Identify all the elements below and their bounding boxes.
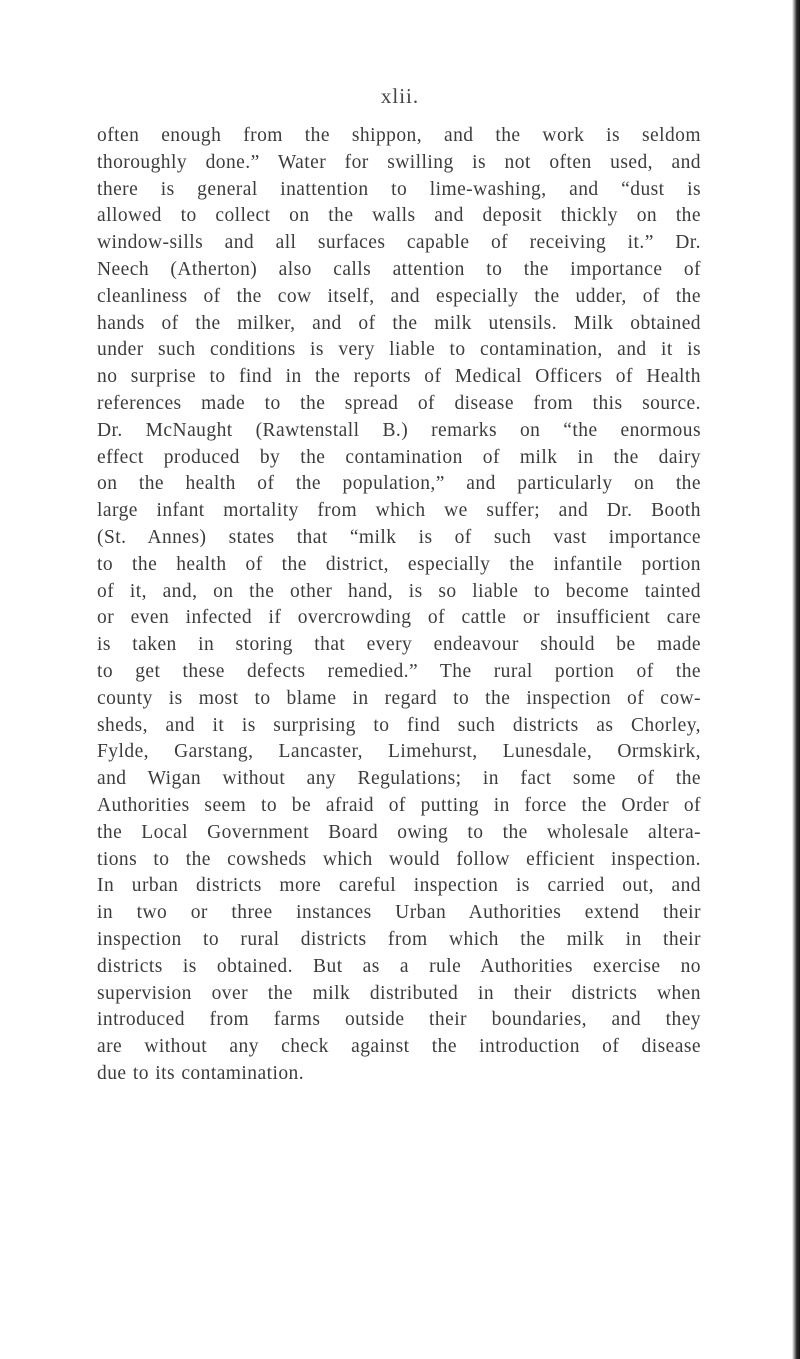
text-line: Dr. McNaught (Rawtenstall B.) remarks on “the enormous <box>97 419 701 441</box>
text-line: inspection to rural districts from which the milk in their <box>97 928 701 950</box>
text-line: under such conditions is very liable to contamination, and it is <box>97 339 701 361</box>
text-line: the Local Government Board owing to the wholesale altera- <box>97 821 701 843</box>
text-line: to get these defects remedied.” The rural portion of the <box>97 660 701 682</box>
body-paragraph <box>97 123 701 1088</box>
text-line: in two or three instances Urban Authorities extend their <box>97 902 701 924</box>
text-line: (St. Annes) states that “milk is of such vast importance <box>97 526 701 548</box>
text-line: is taken in storing that every endeavour should be made <box>97 634 701 656</box>
text-line: introduced from farms outside their boundaries, and they <box>97 1009 701 1031</box>
text-line: In urban districts more careful inspection is carried out, and <box>97 875 701 897</box>
text-line: or even infected if overcrowding of cattle or insufficient care <box>97 607 701 629</box>
text-line: tions to the cowsheds which would follow efficient inspection. <box>97 848 701 870</box>
text-line: thoroughly done.” Water for swilling is not often used, and <box>97 151 701 173</box>
text-line: references made to the spread of disease from this source. <box>97 392 701 414</box>
text-line: sheds, and it is surprising to find such districts as Chorley, <box>97 714 701 736</box>
page-number: xlii. <box>380 84 420 108</box>
text-line: cleanliness of the cow itself, and especially the udder, of the <box>97 285 701 307</box>
text-line: hands of the milker, and of the milk utensils. Milk obtained <box>97 312 701 334</box>
text-line: large infant mortality from which we suffer; and Dr. Booth <box>97 500 701 522</box>
text-line: Neech (Atherton) also calls attention to the importance of <box>97 258 701 280</box>
text-line: there is general inattention to lime-washing, and “dust is <box>97 178 701 200</box>
text-line: of it, and, on the other hand, is so liable to become tainted <box>97 580 701 602</box>
text-line: Authorities seem to be afraid of putting in force the Order of <box>97 794 701 816</box>
text-line: county is most to blame in regard to the inspection of cow- <box>97 687 701 709</box>
text-line: allowed to collect on the walls and deposit thickly on the <box>97 205 701 227</box>
page-edge-shadow <box>792 0 800 1359</box>
text-line: window-sills and all surfaces capable of receiving it.” Dr. <box>97 232 701 254</box>
text-line: to the health of the district, especially the infantile portion <box>97 553 701 575</box>
text-line: due to its contamination. <box>97 1062 305 1084</box>
text-line: Fylde, Garstang, Lancaster, Limehurst, Lunesdale, Ormskirk, <box>97 741 701 763</box>
text-line: districts is obtained. But as a rule Authorities exercise no <box>97 955 701 977</box>
text-line: supervision over the milk distributed in their districts when <box>97 982 701 1004</box>
text-line: often enough from the shippon, and the work is seldom <box>97 125 701 146</box>
text-line: on the health of the population,” and particularly on the <box>97 473 701 495</box>
text-line: are without any check against the introduction of disease <box>97 1036 701 1058</box>
text-line: and Wigan without any Regulations; in fact some of the <box>97 768 701 790</box>
text-line: effect produced by the contamination of milk in the dairy <box>97 446 701 468</box>
text-line: no surprise to find in the reports of Medical Officers of Health <box>97 366 701 388</box>
